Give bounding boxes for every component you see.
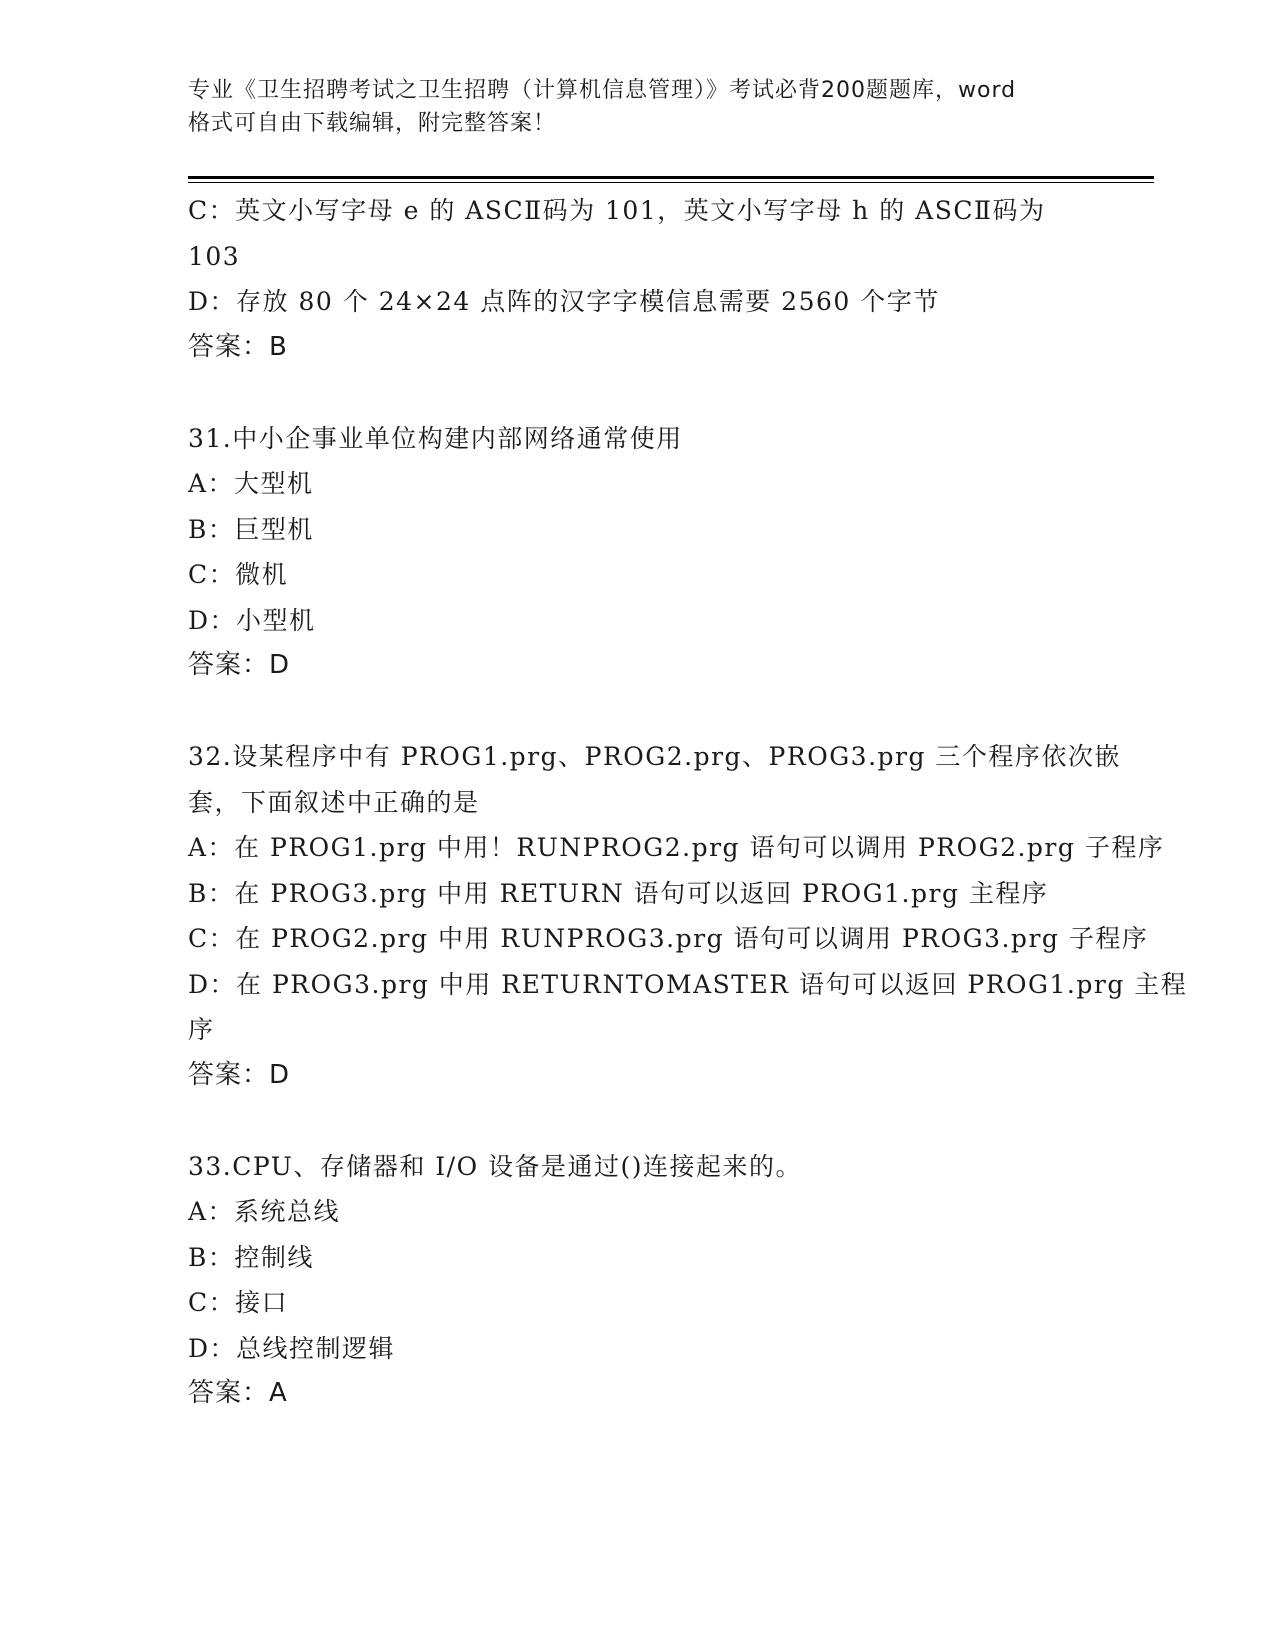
q30-option-c-line-2: 103 [188, 241, 241, 271]
spacer [188, 1098, 1088, 1144]
question-list [188, 188, 1188, 1417]
q33-answer: 答案：A [188, 1378, 288, 1408]
q33-option-d: D：总线控制逻辑 [188, 1333, 396, 1363]
header-divider-thin [188, 182, 1154, 183]
q32-option-d-line-1: D：在 PROG3.prg 中用 RETURNTOMASTER 语句可以返回 PROG1.prg 主程 [188, 969, 1188, 999]
q31-question: 31.中小企事业单位构建内部网络通常使用 [188, 423, 683, 453]
header-divider-thick [188, 176, 1154, 179]
q32-question-line-2: 套，下面叙述中正确的是 [188, 787, 480, 817]
spacer [188, 689, 1088, 735]
q32-answer: 答案：D [188, 1059, 291, 1090]
q31-option-b: B：巨型机 [188, 514, 314, 544]
q31-option-c: C：微机 [188, 560, 289, 589]
q33-option-b: B：控制线 [188, 1242, 314, 1272]
q33-question: 33.CPU、存储器和 I/O 设备是通过()连接起来的。 [188, 1151, 803, 1181]
document-header [188, 74, 1088, 140]
question-30-block [188, 188, 1088, 370]
header-title-line-2: 格式可自由下载编辑，附完整答案！ [188, 111, 557, 136]
q31-answer: 答案：D [188, 650, 291, 680]
q30-option-d: D：存放 80 个 24×24 点阵的汉字字模信息需要 2560 个字节 [188, 287, 940, 316]
q31-option-d: D：小型机 [188, 605, 316, 635]
q32-option-a: A：在 PROG1.prg 中用！RUNPROG2.prg 语句可以调用 PROG2.prg 子程序 [188, 833, 1165, 862]
q32-option-c: C：在 PROG2.prg 中用 RUNPROG3.prg 语句可以调用 PROG3.prg 子程序 [188, 924, 1149, 953]
q30-answer: 答案：B [188, 331, 288, 362]
spacer [188, 370, 1088, 416]
q33-option-a: A：系统总线 [188, 1197, 341, 1226]
question-33-block [188, 1144, 1088, 1417]
q32-option-b: B：在 PROG3.prg 中用 RETURN 语句可以返回 PROG1.prg 主程序 [188, 878, 1049, 908]
q33-option-c: C：接口 [188, 1288, 289, 1317]
q32-question-line-1: 32.设某程序中有 PROG1.prg、PROG2.prg、PROG3.prg 三个程序依次嵌 [188, 742, 1121, 771]
q30-option-c-line-1: C：英文小写字母 e 的 ASCⅡ码为 101，英文小写字母 h 的 ASCⅡ码为 [188, 196, 1046, 225]
question-32-block [188, 734, 1188, 1098]
q31-option-a: A：大型机 [188, 469, 314, 498]
header-title-line-1: 专业《卫生招聘考试之卫生招聘（计算机信息管理）》考试必背200题题库，word [188, 78, 1017, 103]
q32-option-d-line-2: 序 [188, 1015, 215, 1044]
question-31-block [188, 416, 1088, 689]
